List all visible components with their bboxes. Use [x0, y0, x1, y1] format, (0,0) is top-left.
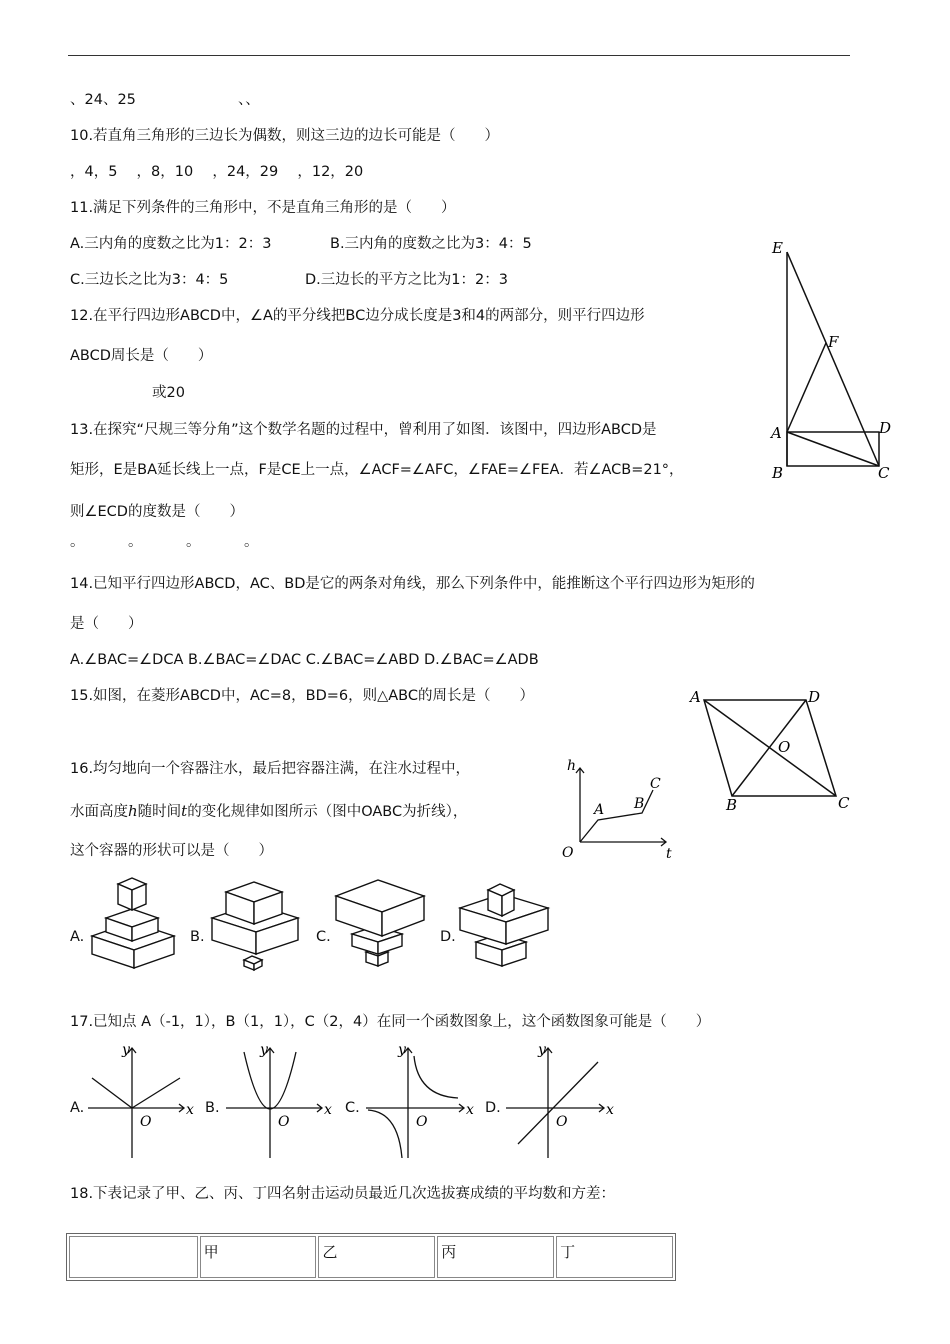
- label-c: C: [838, 794, 850, 812]
- q17-option-d-label: D.: [485, 1100, 501, 1116]
- q17-option-b-label: B.: [205, 1100, 220, 1116]
- curve-line: [518, 1062, 598, 1144]
- q17-graph-c: [362, 1040, 478, 1162]
- q12-line1: 12.在平行四边形ABCD中，∠A的平分线把BC边分成长度是3和4的两部分，则平行四边形: [70, 308, 645, 324]
- q16-container-b: [206, 872, 306, 974]
- q16-line3: 这个容器的形状可以是（ ）: [70, 843, 273, 859]
- q11-stem: 11.满足下列条件的三角形中，不是直角三角形的是（ ）: [70, 200, 456, 216]
- q16-option-a-label: A.: [70, 929, 85, 945]
- q13-option: 。: [70, 534, 85, 550]
- q15-stem: 15.如图，在菱形ABCD中，AC=8，BD=6，则△ABC的周长是（ ）: [70, 688, 534, 704]
- label-h: h: [567, 758, 577, 774]
- table-header-cell: 丁: [556, 1236, 673, 1278]
- curve-abs: [92, 1078, 180, 1108]
- q11-option-b: B.三内角的度数之比为3：4：5: [330, 236, 532, 252]
- q13-option: 。: [128, 534, 143, 550]
- q9-partial: 、24、25: [70, 92, 136, 108]
- q14-line2: 是（ ）: [70, 616, 143, 632]
- q14-line1: 14.已知平行四边形ABCD，AC、BD是它的两条对角线，那么下列条件中，能推断这个平行四边形为矩形的: [70, 576, 755, 592]
- q14-options: A.∠BAC=∠DCA B.∠BAC=∠DAC C.∠BAC=∠ABD D.∠BAC=∠ADB: [70, 652, 539, 668]
- q17-graph-d: [502, 1040, 618, 1162]
- label-c: C: [650, 776, 661, 792]
- line-AC: [787, 432, 879, 466]
- table-header-cell: 乙: [318, 1236, 435, 1278]
- q11-option-a: A.三内角的度数之比为1：2：3: [70, 236, 272, 252]
- table-header-cell: [69, 1236, 198, 1278]
- svg-text:x: x: [186, 1102, 194, 1118]
- label-f: F: [828, 333, 839, 351]
- q13-option: 。: [186, 534, 201, 550]
- svg-text:y: y: [538, 1042, 546, 1058]
- diagonal-BD: [732, 700, 806, 796]
- q16-graph: [556, 756, 686, 864]
- label-d: D: [808, 688, 821, 706]
- q16-container-c: [332, 872, 432, 974]
- label-b: B: [634, 796, 645, 812]
- label-b: B: [772, 464, 784, 482]
- label-a: A: [771, 424, 782, 442]
- q17-graph-b: [222, 1040, 338, 1162]
- label-a: A: [594, 802, 605, 818]
- svg-text:y: y: [398, 1042, 406, 1058]
- label-a: A: [690, 688, 701, 706]
- q13-line3: 则∠ECD的度数是（ ）: [70, 504, 244, 520]
- q17-option-c-label: C.: [345, 1100, 360, 1116]
- q17-stem: 17.已知点 A（-1，1），B（1，1），C（2，4）在同一个函数图象上，这个函数图象可能是（ ）: [70, 1014, 711, 1030]
- q13-line1: 13.在探究“尺规三等分角”这个数学名题的过程中，曾利用了如图．该图中，四边形ABCD是: [70, 422, 657, 438]
- q10-options: ，4，5 ，8，10 ，24，29 ，12，20: [70, 164, 364, 180]
- q11-option-d: D.三边长的平方之比为1：2：3: [305, 272, 508, 288]
- svg-text:O: O: [416, 1114, 428, 1130]
- svg-text:x: x: [324, 1102, 332, 1118]
- svg-text:x: x: [606, 1102, 614, 1118]
- q12-answer: 或20: [152, 385, 185, 401]
- q17-graph-a: [84, 1040, 200, 1162]
- score-table: [66, 1233, 676, 1281]
- svg-text:O: O: [140, 1114, 152, 1130]
- q16-line1: 16.均匀地向一个容器注水，最后把容器注满，在注水过程中，: [70, 761, 471, 777]
- q16-option-c-label: C.: [316, 929, 331, 945]
- svg-text:O: O: [556, 1114, 568, 1130]
- curve-hyperbola-lower: [368, 1110, 402, 1158]
- q16-container-d: [456, 872, 556, 974]
- q10-stem: 10.若直角三角形的三边长为偶数，则这三边的边长可能是（ ）: [70, 128, 500, 144]
- label-b: B: [726, 796, 738, 814]
- q16-line2: 水面高度h随时间t的变化规律如图所示（图中OABC为折线），: [70, 802, 468, 820]
- label-o: O: [778, 738, 791, 756]
- q17-option-a-label: A.: [70, 1100, 85, 1116]
- q13-option: 。: [244, 534, 259, 550]
- svg-text:y: y: [122, 1042, 130, 1058]
- line-AF: [787, 343, 826, 432]
- q13-figure: [760, 232, 900, 484]
- q18-stem: 18.下表记录了甲、乙、丙、丁四名射击运动员最近几次选拔赛成绩的平均数和方差：: [70, 1186, 616, 1202]
- q11-option-c: C.三边长之比为3：4：5: [70, 272, 229, 288]
- diagonal-AC: [704, 700, 836, 796]
- q15-figure: [686, 684, 858, 816]
- label-c: C: [878, 464, 890, 482]
- q13-line2: 矩形，E是BA延长线上一点，F是CE上一点，∠ACF=∠AFC，∠FAE=∠FEA．若∠ACB=21°，: [70, 462, 684, 478]
- table-header-cell: 丙: [437, 1236, 554, 1278]
- label-e: E: [772, 239, 783, 257]
- line-EC: [787, 252, 879, 466]
- label-o: O: [562, 845, 574, 861]
- curve-hyperbola-upper: [414, 1056, 458, 1098]
- q9-tail: 、、: [238, 92, 260, 108]
- svg-text:y: y: [260, 1042, 268, 1058]
- label-d: D: [879, 419, 892, 437]
- q16-container-a: [86, 872, 180, 974]
- table-row: [69, 1236, 673, 1278]
- svg-text:O: O: [278, 1114, 290, 1130]
- q12-line2: ABCD周长是（ ）: [70, 348, 213, 364]
- q16-option-d-label: D.: [440, 929, 456, 945]
- svg-text:x: x: [466, 1102, 474, 1118]
- table-header-cell: 甲: [200, 1236, 317, 1278]
- q16-option-b-label: B.: [190, 929, 205, 945]
- header-rule: [68, 55, 850, 56]
- label-t: t: [666, 846, 672, 862]
